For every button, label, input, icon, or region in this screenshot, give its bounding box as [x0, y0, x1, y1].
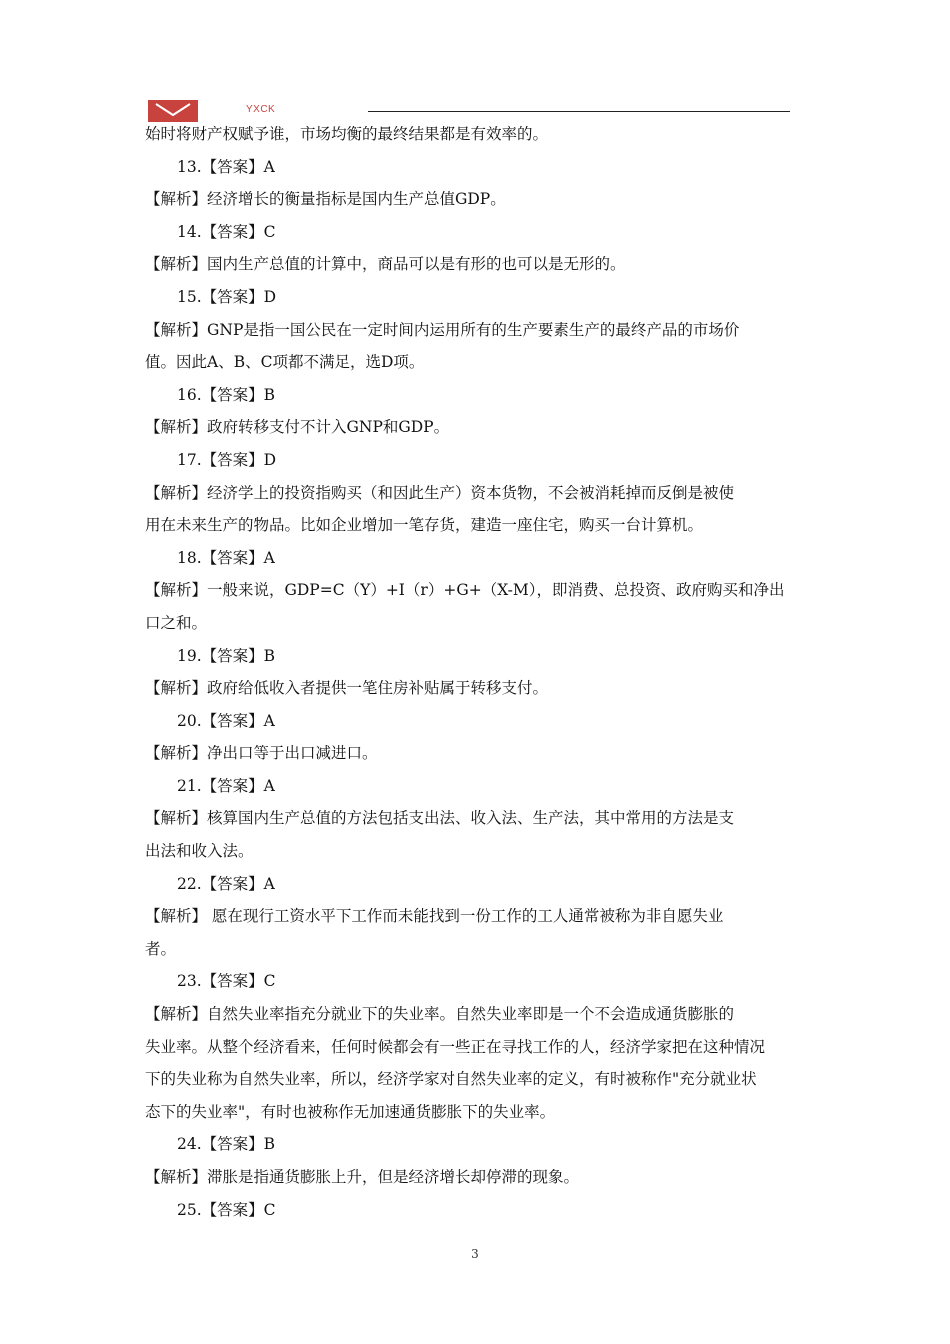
explanation-line: 【解析】核算国内生产总值的方法包括支出法、收入法、生产法，其中常用的方法是支 [145, 809, 735, 828]
answer-line: 25.【答案】C [177, 1200, 276, 1219]
explanation-line: 【解析】经济学上的投资指购买（和因此生产）资本货物，不会被消耗掉而反倒是被使 [145, 483, 735, 502]
explanation-line: 口之和。 [145, 613, 208, 632]
explanation-line: 【解析】一般来说，GDP=C（Y）+I（r）+G+（X-M），即消费、总投资、政府购买和净出 [145, 581, 785, 600]
answer-explanations [145, 118, 810, 1226]
answer-line: 23.【答案】C [177, 972, 276, 991]
answer-line: 16.【答案】B [177, 385, 276, 404]
explanation-line: 下的失业称为自然失业率，所以，经济学家对自然失业率的定义，有时被称作"充分就业状 [145, 1070, 757, 1089]
answer-line: 13.【答案】A [177, 157, 275, 176]
answer-line: 15.【答案】D [177, 287, 277, 306]
explanation-line: 者。 [145, 939, 177, 958]
answer-line: 20.【答案】A [177, 711, 275, 730]
answer-line: 14.【答案】C [177, 222, 276, 241]
answer-line: 19.【答案】B [177, 646, 276, 665]
explanation-line: 【解析】 愿在现行工资水平下工作而未能找到一份工作的工人通常被称为非自愿失业 [145, 907, 724, 926]
answer-line: 17.【答案】D [177, 450, 277, 469]
explanation-line: 【解析】GNP是指一国公民在一定时间内运用所有的生产要素生产的最终产品的市场价 [145, 320, 740, 339]
explanation-line: 【解析】滞胀是指通货膨胀上升，但是经济增长却停滞的现象。 [145, 1168, 580, 1186]
explanation-line: 始时将财产权赋予谁，市场均衡的最终结果都是有效率的。 [145, 125, 549, 143]
page-number: 3 [471, 1247, 479, 1261]
explanation-line: 【解析】净出口等于出口减进口。 [145, 744, 378, 763]
answer-line: 21.【答案】A [177, 776, 275, 795]
explanation-line: 【解析】国内生产总值的计算中，商品可以是有形的也可以是无形的。 [145, 255, 626, 274]
explanation-line: 值。因此A、B、C项都不满足，选D项。 [145, 353, 425, 372]
explanation-line: 【解析】政府转移支付不计入GNP和GDP。 [145, 418, 450, 437]
explanation-line: 【解析】经济增长的衡量指标是国内生产总值GDP。 [145, 190, 506, 209]
explanation-line: 用在未来生产的物品。比如企业增加一笔存货，建造一座住宅，购买一台计算机。 [145, 516, 704, 535]
brand-label: YXCK [246, 104, 276, 115]
answer-line: 18.【答案】A [177, 548, 275, 567]
explanation-line: 【解析】政府给低收入者提供一笔住房补贴属于转移支付。 [145, 679, 549, 698]
explanation-line: 【解析】自然失业率指充分就业下的失业率。自然失业率即是一个不会造成通货膨胀的 [145, 1005, 735, 1024]
explanation-line: 出法和收入法。 [145, 842, 254, 861]
explanation-line: 失业率。从整个经济看来，任何时候都会有一些正在寻找工作的人，经济学家把在这种情况 [145, 1037, 766, 1056]
answer-line: 22.【答案】A [177, 874, 275, 893]
answer-line: 24.【答案】B [177, 1135, 276, 1154]
header-rule [368, 111, 790, 112]
explanation-line: 态下的失业率"，有时也被称作无加速通货膨胀下的失业率。 [145, 1102, 556, 1121]
